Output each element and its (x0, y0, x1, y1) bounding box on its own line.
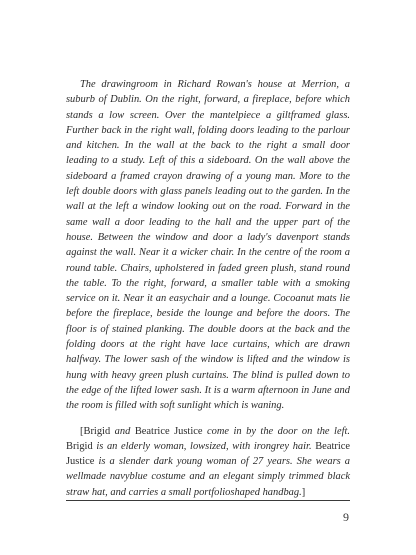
character-name-beatrice: Beatrice Justice (134, 425, 203, 437)
text-block (66, 77, 350, 500)
conjunction-text: and (110, 425, 135, 437)
page-number: 9 (343, 510, 349, 524)
brigid-description: is an elderly woman, lowsized, with irongrey hair. (92, 440, 316, 452)
entrance-text: come in by the door on the left. (202, 425, 350, 437)
character-name-beatrice-2: Beatrice Justice (66, 440, 350, 468)
entrance-paragraph (66, 424, 350, 500)
stage-direction-paragraph: The drawingroom in Richard Rowan's house at Merrion, a suburb of Dublin. On the right, forward, a fireplace, before which stands a low screen. Over the mantelpiece a giltframed glass. Further back in the right wall, folding doors leading to the parlour and kitchen. In the wall at the back to the right a small door leading to a study. Left of this a sideboard. On the wall above the sideboard a framed crayon drawing of a young man. More to the left double doors with glass panels leading out to the garden. In the wall at the left a window looking out on the road. Forward in the same wall a door leading to the hall and the upper part of the house. Between the window and door a lady's davenport stands against the wall. Near it a wicker chair. In the centre of the room a round table. Chairs, upholstered in faded green plush, stand round the table. To the right, forward, a smaller table with a smoking service on it. Near it an easychair and a lounge. Cocoanut mats lie before the fireplace, beside the lounge and before the doors. The floor is of stained planking. The double doors at the back and the folding doors at the right have lace curtains, which are drawn halfway. The lower sash of the window is lifted and the window is hung with heavy green plush curtains. The blind is pulled down to the edge of the lifted lower sash. It is a warm afternoon in June and the room is filled with soft sunlight which is waning. (66, 79, 350, 412)
character-name-brigid-2: Brigid (66, 440, 93, 452)
open-bracket: [ (80, 425, 84, 437)
footer-rule (66, 500, 350, 501)
close-bracket: ] (301, 486, 306, 498)
beatrice-description: is a slender dark young woman of 27 years. She wears a wellmade navyblue costume and an elegant simply trimmed black straw hat, and carries a small portfolioshaped handbag. (66, 456, 350, 498)
character-name-brigid: Brigid (83, 425, 111, 437)
